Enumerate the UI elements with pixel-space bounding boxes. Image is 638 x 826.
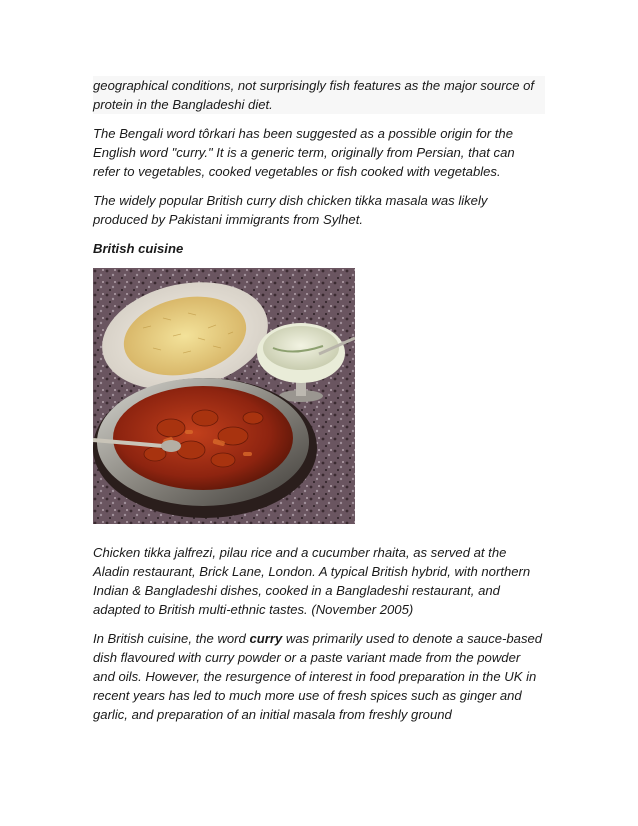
section-heading-british-cuisine: British cuisine [93, 241, 184, 256]
chicken-jalfrezi [113, 386, 293, 490]
image-caption: Chicken tikka jalfrezi, pilau rice and a cucumber rhaita, as served at the Aladin restaurant, Brick Lane, London. A typical British hybrid, with northern Indian & Bangladeshi dishes, cooked in a Bangladeshi restaurant, and adapted to British multi-ethnic tastes. (November 2005) [93, 545, 531, 617]
paragraph-british-curry-start: In British cuisine, the word [93, 631, 250, 646]
paragraph-torkari-origin: The Bengali word tôrkari has been suggested as a possible origin for the English word "curry." It is a generic term, originally from Persian, that can refer to vegetables, cooked vegetables or fish cooked with vegetables. [93, 126, 515, 179]
curry-dish-photo [93, 268, 355, 524]
paragraph-british-curry [93, 629, 545, 724]
curry-term: curry [249, 631, 283, 646]
paragraph-tikka-masala: The widely popular British curry dish chicken tikka masala was likely produced by Pakistani immigrants from Sylhet. [93, 193, 488, 227]
paragraph-fish-diet: geographical conditions, not surprisingly fish features as the major source of protein in the Bangladeshi diet. [93, 76, 545, 114]
paragraph-british-curry-rest: was primarily used to denote a sauce-based dish flavoured with curry powder or a paste variant made from the powder and oils. However, the resurgence of interest in food preparation in the UK in recent years has led to much more use of fresh spices such as ginger and garlic, and preparation of an initial masala from freshly ground [93, 631, 543, 722]
document-body [93, 76, 545, 734]
